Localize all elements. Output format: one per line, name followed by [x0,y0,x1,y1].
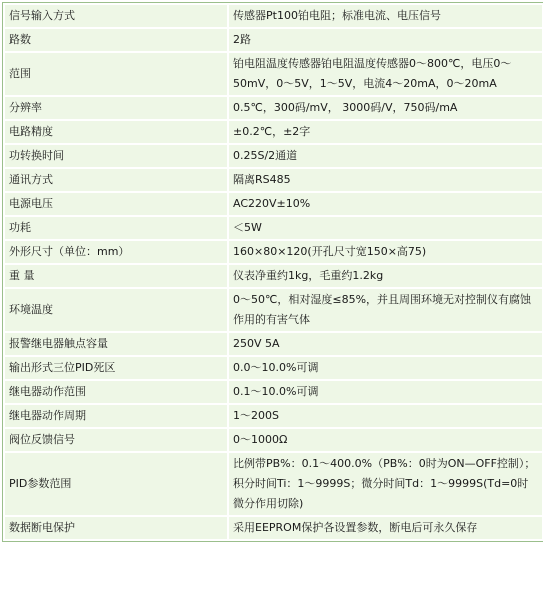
row-label: 继电器动作范围 [5,381,227,403]
row-label: 外形尺寸（单位：mm） [5,241,227,263]
table-row [5,193,542,215]
row-label: 通讯方式 [5,169,227,191]
row-value: ±0.2℃，±2字 [229,121,542,143]
row-label: 电源电压 [5,193,227,215]
table-row [5,357,542,379]
row-value: 1～200S [229,405,542,427]
table-row [5,29,542,51]
row-label: 重 量 [5,265,227,287]
row-value: 2路 [229,29,542,51]
table-row [5,241,542,263]
row-value: AC220V±10% [229,193,542,215]
row-value: 隔离RS485 [229,169,542,191]
row-label: 路数 [5,29,227,51]
table-row [5,97,542,119]
row-label: 继电器动作周期 [5,405,227,427]
row-value: 0.0～10.0%可调 [229,357,542,379]
row-label: 阀位反馈信号 [5,429,227,451]
row-value: 传感器Pt100铂电阻；标准电流、电压信号 [229,5,542,27]
row-value: 0～1000Ω [229,429,542,451]
table-row [5,381,542,403]
table-row [5,453,542,515]
row-value: 160×80×120(开孔尺寸宽150×高75) [229,241,542,263]
row-label: 报警继电器触点容量 [5,333,227,355]
row-value: 仪表净重约1kg，毛重约1.2kg [229,265,542,287]
table-row [5,517,542,539]
spec-table [2,2,543,542]
row-label: PID参数范围 [5,453,227,515]
row-label: 功耗 [5,217,227,239]
table-row [5,145,542,167]
row-label: 数据断电保护 [5,517,227,539]
row-value: 0.1～10.0%可调 [229,381,542,403]
table-row [5,265,542,287]
table-row [5,333,542,355]
row-value: 0～50℃，相对湿度≤85%，并且周围环境无对控制仪有腐蚀作用的有害气体 [229,289,542,331]
table-row [5,53,542,95]
row-value: 0.25S/2通道 [229,145,542,167]
table-row [5,429,542,451]
row-label: 环境温度 [5,289,227,331]
table-row [5,5,542,27]
row-label: 分辨率 [5,97,227,119]
row-value: ＜5W [229,217,542,239]
row-label: 功转换时间 [5,145,227,167]
table-row [5,217,542,239]
table-row [5,169,542,191]
spec-table-body [5,5,542,539]
table-row [5,405,542,427]
row-value: 250V 5A [229,333,542,355]
table-row [5,289,542,331]
row-label: 信号输入方式 [5,5,227,27]
row-value: 0.5℃，300码/mV， 3000码/V，750码/mA [229,97,542,119]
row-value: 比例带PB%：0.1～400.0%（PB%：0时为ON—OFF控制）；积分时间Ti：1～9999S；微分时间Td：1～9999S(Td=0时微分作用切除) [229,453,542,515]
row-label: 输出形式三位PID死区 [5,357,227,379]
row-value: 铂电阻温度传感器铂电阻温度传感器0～800℃，电压0～50mV，0～5V，1～5V，电流4～20mA，0～20mA [229,53,542,95]
row-label: 电路精度 [5,121,227,143]
table-row [5,121,542,143]
row-label: 范围 [5,53,227,95]
row-value: 采用EEPROM保护各设置参数，断电后可永久保存 [229,517,542,539]
